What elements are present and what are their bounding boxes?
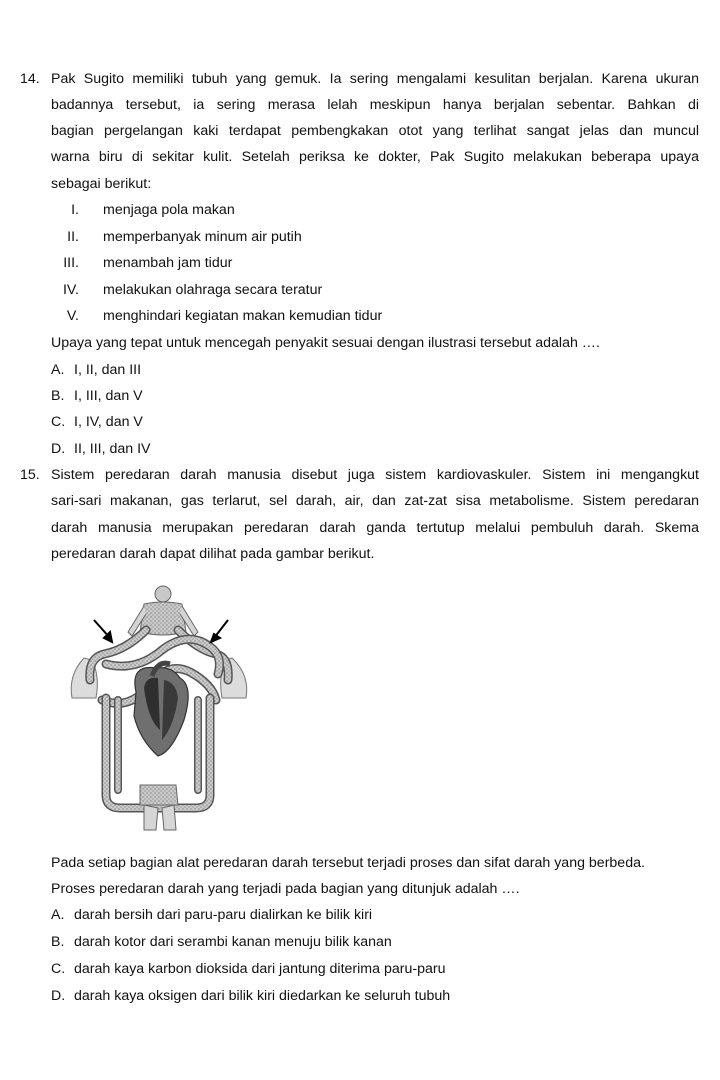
answer-option-c[interactable]: I, IV, dan V [74, 414, 143, 430]
question-number: 15. [20, 467, 40, 483]
answer-option-b[interactable]: I, III, dan V [74, 388, 143, 404]
list-item: menghindari kegiatan makan kemudian tidur [103, 308, 383, 324]
question-context-line: Pada setiap bagian alat peredaran darah tersebut terjadi proses dan sifat darah yang berbeda. [51, 855, 645, 871]
list-item: menjaga pola makan [103, 202, 235, 218]
question-stem-line: Pak Sugito memiliki tubuh yang gemuk. Ia sering mengalami kesulitan berjalan. Karena ukuran [51, 71, 699, 87]
question-number: 14. [20, 71, 40, 87]
answer-option-a[interactable]: I, II, dan III [74, 362, 142, 378]
option-letter: B. [51, 934, 65, 950]
question-stem-line: sebagai berikut: [51, 176, 152, 192]
answer-option-d[interactable]: darah kaya oksigen dari bilik kiri diedarkan ke seluruh tubuh [74, 988, 451, 1004]
answer-option-a[interactable]: darah bersih dari paru-paru dialirkan ke bilik kiri [74, 907, 373, 923]
list-item: melakukan olahraga secara teratur [103, 282, 323, 298]
question-stem-line: warna biru di sekitar kulit. Setelah periksa ke dokter, Pak Sugito melakukan beberapa upaya [51, 149, 699, 165]
question-stem-line: darah manusia merupakan peredaran darah ganda tertutup melalui pembuluh darah. Skema [51, 520, 699, 536]
question-stem-line: Sistem peredaran darah manusia disebut juga sistem kardiovaskuler. Sistem ini mengangkut [51, 467, 699, 483]
heart [134, 663, 188, 756]
circulatory-system-diagram [66, 580, 256, 835]
option-letter: D. [51, 988, 66, 1004]
list-numeral: I. [71, 202, 79, 218]
question-prompt: Proses peredaran darah yang terjadi pada bagian yang ditunjuk adalah …. [51, 881, 520, 897]
option-letter: A. [51, 907, 65, 923]
list-numeral: II. [67, 229, 79, 245]
question-stem-line: bagian pergelangan kaki terdapat pembengkakan otot yang terlihat sangat jelas dan muncul [51, 123, 699, 139]
question-stem-line: peredaran darah dapat dilihat pada gambar berikut. [51, 546, 375, 562]
list-numeral: III. [63, 255, 79, 271]
option-letter: A. [51, 362, 65, 378]
answer-option-d[interactable]: II, III, dan IV [74, 441, 151, 457]
question-prompt: Upaya yang tepat untuk mencegah penyakit sesuai dengan ilustrasi tersebut adalah …. [51, 335, 600, 351]
answer-option-c[interactable]: darah kaya karbon dioksida dari jantung diterima paru-paru [74, 961, 446, 977]
list-item: menambah jam tidur [103, 255, 233, 271]
answer-option-b[interactable]: darah kotor dari serambi kanan menuju bilik kanan [74, 934, 392, 950]
list-numeral: V. [66, 308, 79, 324]
question-stem-line: sari-sari makanan, gas terlarut, sel darah, air, dan zat-zat sisa metabolisme. Sistem peredaran [51, 493, 699, 509]
list-item: memperbanyak minum air putih [103, 229, 302, 245]
option-letter: C. [51, 961, 66, 977]
upper-body-figure [128, 586, 198, 636]
question-stem-line: badannya tersebut, ia sering merasa lelah meskipun hanya berjalan sebentar. Bahkan di [51, 97, 699, 113]
option-letter: D. [51, 441, 66, 457]
list-numeral: IV. [62, 282, 79, 298]
option-letter: C. [51, 414, 66, 430]
option-letter: B. [51, 388, 65, 404]
